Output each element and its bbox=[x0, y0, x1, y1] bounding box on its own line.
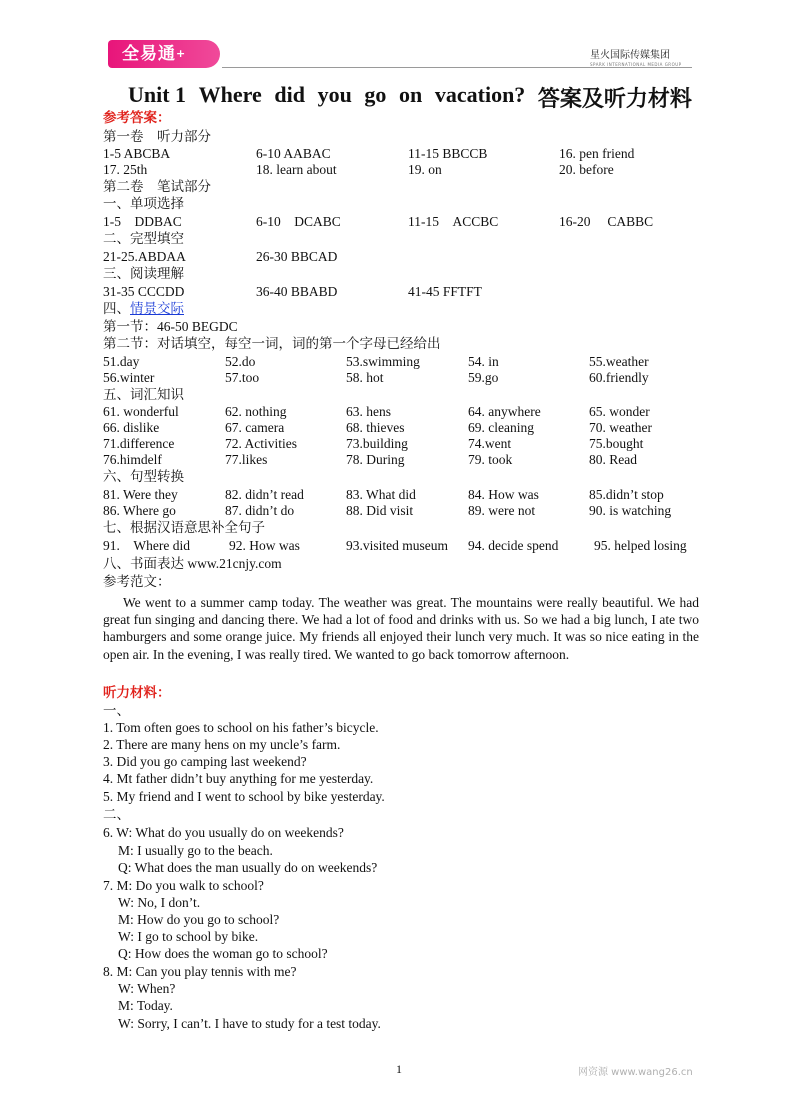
answer-text: 第二节：对话填空，每空一词，词的第一个字母已经给出 bbox=[103, 336, 441, 351]
answers-heading: 参考答案： bbox=[103, 110, 171, 125]
answer-text: 85.didn’t stop bbox=[589, 487, 664, 502]
answer-text: 83. What did bbox=[346, 487, 416, 502]
answer-cell bbox=[103, 370, 154, 386]
header-rule bbox=[222, 67, 692, 68]
answer-text: 59.go bbox=[468, 370, 499, 385]
answer-text: 64. anywhere bbox=[468, 404, 541, 419]
answer-cell bbox=[346, 487, 416, 503]
listening-heading: 听力材料： bbox=[103, 685, 171, 700]
answer-cell bbox=[346, 538, 448, 554]
answer-text: 6-10 DCABC bbox=[256, 214, 341, 229]
answer-cell bbox=[225, 404, 287, 420]
publisher-en: SPARK INTERNATIONAL MEDIA GROUP bbox=[590, 62, 682, 67]
answer-cell bbox=[468, 487, 539, 503]
answer-cell bbox=[256, 146, 331, 162]
answer-text: 41-45 FFTFT bbox=[408, 284, 482, 299]
answer-cell bbox=[103, 556, 282, 572]
answer-text: 二、完型填空 bbox=[103, 231, 184, 246]
answer-text: 52.do bbox=[225, 354, 256, 369]
listening-line: 2. There are many hens on my uncle’s farm. bbox=[103, 737, 341, 752]
answer-cell bbox=[225, 436, 297, 452]
answer-text: 第一卷 听力部分 bbox=[103, 129, 211, 144]
listening-line: W: I go to school by bike. bbox=[118, 929, 259, 944]
answer-cell bbox=[229, 538, 300, 554]
answer-cell bbox=[103, 503, 176, 519]
answer-cell bbox=[346, 404, 391, 420]
answer-cell bbox=[103, 146, 170, 162]
listening-line: 5. My friend and I went to school by bike yesterday. bbox=[103, 789, 385, 804]
answer-cell bbox=[408, 146, 487, 162]
answer-cell bbox=[225, 452, 267, 468]
answer-text: 三、阅读理解 bbox=[103, 266, 184, 281]
answer-cell bbox=[468, 354, 499, 370]
answer-text: 第二卷 笔试部分 bbox=[103, 179, 211, 194]
listening-line: W: When? bbox=[118, 981, 176, 996]
answer-text: 71.difference bbox=[103, 436, 175, 451]
answer-cell bbox=[103, 387, 184, 403]
answer-cell bbox=[103, 284, 184, 300]
brand-logo bbox=[108, 40, 220, 68]
answer-text: 1-5 DDBAC bbox=[103, 214, 182, 229]
answer-text: 58. hot bbox=[346, 370, 384, 385]
answer-cell bbox=[256, 214, 341, 230]
answer-text: 70. weather bbox=[589, 420, 652, 435]
answer-text: 第一节：46-50 BEGDC bbox=[103, 319, 238, 334]
answer-text: 77.likes bbox=[225, 452, 268, 467]
answer-text: 6-10 AABAC bbox=[256, 146, 331, 161]
answer-cell bbox=[468, 503, 535, 519]
sample-essay: We went to a summer camp today. The weather was great. The mountains were really beautiful. We had great fun singing and dancing there. We had a lot of food and drinks with us. So we had a big lunch, I ate two hamburgers and some orange juice. My friends all enjoyed their lunch very much. It was so nice eating in the open air. In the evening, I was really tired. We wanted to go back tomorrow afternoon. bbox=[103, 595, 699, 662]
answer-text: 56.winter bbox=[103, 370, 155, 385]
answer-cell bbox=[225, 503, 294, 519]
answer-text: 17. 25th bbox=[103, 162, 148, 177]
listening-line: W: No, I don’t. bbox=[118, 895, 201, 910]
answer-cell bbox=[103, 574, 171, 590]
answer-cell bbox=[225, 487, 304, 503]
page-number: 1 bbox=[396, 1062, 402, 1076]
answer-cell bbox=[256, 162, 337, 178]
answer-cell bbox=[589, 420, 652, 436]
answer-text: 93.visited museum bbox=[346, 538, 448, 553]
listening-line: 3. Did you go camping last weekend? bbox=[103, 754, 307, 769]
answer-text: 四、 bbox=[103, 301, 130, 316]
answer-cell bbox=[408, 162, 442, 178]
publisher-cn: 星火国际传媒集团 bbox=[590, 50, 670, 61]
answer-text: 66. dislike bbox=[103, 420, 160, 435]
answer-text: 78. During bbox=[346, 452, 405, 467]
answer-text: 31-35 CCCDD bbox=[103, 284, 185, 299]
watermark: 网资源 www.wang26.cn bbox=[578, 1067, 693, 1078]
answer-cell bbox=[103, 420, 159, 436]
answer-text: 74.went bbox=[468, 436, 512, 451]
answer-text: 80. Read bbox=[589, 452, 637, 467]
listening-line: M: How do you go to school? bbox=[118, 912, 280, 927]
answer-text: 67. camera bbox=[225, 420, 285, 435]
answer-cell bbox=[589, 354, 649, 370]
answer-text: 18. learn about bbox=[256, 162, 337, 177]
answer-cell bbox=[103, 214, 182, 230]
answer-text: 88. Did visit bbox=[346, 503, 414, 518]
listening-line: M: I usually go to the beach. bbox=[118, 843, 273, 858]
answer-cell bbox=[346, 436, 408, 452]
answer-text: 20. before bbox=[559, 162, 614, 177]
answer-text: 72. Activities bbox=[225, 436, 297, 451]
answer-text: 91. Where did bbox=[103, 538, 190, 553]
answer-text: 一、单项选择 bbox=[103, 196, 184, 211]
answer-text: 81. Were they bbox=[103, 487, 178, 502]
answer-text: 57.too bbox=[225, 370, 260, 385]
answer-text: 54. in bbox=[468, 354, 499, 369]
answer-cell bbox=[103, 538, 190, 554]
answer-cell bbox=[408, 284, 482, 300]
listening-line: 8. M: Can you play tennis with me? bbox=[103, 964, 297, 979]
answer-text: 75.bought bbox=[589, 436, 644, 451]
answer-text: 六、句型转换 bbox=[103, 469, 184, 484]
answer-cell bbox=[468, 420, 534, 436]
answer-cell bbox=[103, 319, 238, 335]
title-word: go bbox=[364, 82, 387, 107]
answer-text: 63. hens bbox=[346, 404, 391, 419]
answer-cell bbox=[103, 452, 162, 468]
listening-line: 4. Mt father didn’t buy anything for me yesterday. bbox=[103, 771, 374, 786]
answer-text: 七、根据汉语意思补全句子 bbox=[103, 520, 265, 535]
answer-cell bbox=[346, 503, 413, 519]
answer-text: 53.swimming bbox=[346, 354, 420, 369]
answer-cell bbox=[468, 404, 541, 420]
answer-cell bbox=[589, 370, 649, 386]
answer-text: 86. Where go bbox=[103, 503, 176, 518]
answer-text: 89. were not bbox=[468, 503, 536, 518]
listening-line: 1. Tom often goes to school on his father’s bicycle. bbox=[103, 720, 379, 735]
listening-line: Q: What does the man usually do on weekends? bbox=[118, 860, 378, 875]
answer-cell bbox=[103, 231, 184, 247]
answer-cell bbox=[256, 249, 337, 265]
answer-cell bbox=[468, 538, 558, 554]
logo-plus: + bbox=[176, 47, 187, 60]
answer-cell bbox=[103, 179, 211, 195]
answer-text: 90. is watching bbox=[589, 503, 672, 518]
answer-cell bbox=[103, 487, 178, 503]
answer-cell bbox=[589, 404, 650, 420]
answer-text: 21-25.ABDAA bbox=[103, 249, 186, 264]
answer-cell bbox=[589, 487, 664, 503]
answer-cell bbox=[103, 404, 179, 420]
title-word: did bbox=[274, 82, 305, 107]
answer-cell bbox=[346, 420, 405, 436]
listening-line: M: Today. bbox=[118, 998, 173, 1013]
answer-cell bbox=[225, 370, 259, 386]
answer-text: 16. pen friend bbox=[559, 146, 635, 161]
section-link[interactable]: 情景交际 bbox=[130, 301, 184, 316]
answer-text: 1-5 ABCBA bbox=[103, 146, 171, 161]
title-word: Unit 1 bbox=[128, 82, 187, 107]
answer-cell bbox=[103, 520, 265, 536]
answer-text: 26-30 BBCAD bbox=[256, 249, 338, 264]
answer-text: 51.day bbox=[103, 354, 140, 369]
answer-cell bbox=[589, 503, 671, 519]
answer-text: 76.himdelf bbox=[103, 452, 162, 467]
listening-line: Q: How does the woman go to school? bbox=[118, 946, 328, 961]
answer-cell bbox=[103, 266, 184, 282]
answer-cell bbox=[103, 162, 147, 178]
answer-cell bbox=[559, 162, 614, 178]
answer-text: 11-15 BBCCB bbox=[408, 146, 488, 161]
answer-text: 五、词汇知识 bbox=[103, 387, 184, 402]
answer-text: 55.weather bbox=[589, 354, 649, 369]
listening-line: 一、 bbox=[103, 703, 130, 718]
answer-cell bbox=[256, 284, 337, 300]
answer-text: 16-20 CABBC bbox=[559, 214, 654, 229]
answer-text: 19. on bbox=[408, 162, 442, 177]
answer-cell bbox=[225, 354, 255, 370]
answer-text: 73.building bbox=[346, 436, 408, 451]
answer-cell bbox=[103, 354, 139, 370]
title-word: Where bbox=[198, 82, 262, 107]
answer-text: 94. decide spend bbox=[468, 538, 559, 553]
answer-cell bbox=[589, 452, 637, 468]
answer-cell bbox=[103, 336, 441, 352]
answer-cell bbox=[103, 436, 174, 452]
logo-text: 全易通 bbox=[122, 44, 176, 64]
publisher-name bbox=[590, 46, 682, 67]
answer-cell bbox=[468, 436, 511, 452]
title-word: you bbox=[317, 82, 352, 107]
answer-cell bbox=[103, 249, 186, 265]
answer-text: 84. How was bbox=[468, 487, 539, 502]
answer-cell bbox=[346, 370, 384, 386]
answer-text: 68. thieves bbox=[346, 420, 405, 435]
title-word: 答案及听力材料 bbox=[537, 86, 692, 111]
answer-text: 79. took bbox=[468, 452, 513, 467]
answer-text: 11-15 ACCBC bbox=[408, 214, 499, 229]
document-title bbox=[128, 82, 692, 113]
answer-cell bbox=[346, 354, 420, 370]
answer-cell bbox=[468, 370, 498, 386]
answer-cell bbox=[103, 196, 184, 212]
answer-text: 36-40 BBABD bbox=[256, 284, 338, 299]
listening-line: 6. W: What do you usually do on weekends? bbox=[103, 825, 344, 840]
answer-cell bbox=[559, 146, 634, 162]
answer-text: 参考范文： bbox=[103, 574, 171, 589]
answer-text: 60.friendly bbox=[589, 370, 649, 385]
answer-text: 65. wonder bbox=[589, 404, 650, 419]
answer-cell bbox=[559, 214, 653, 230]
answer-text: 69. cleaning bbox=[468, 420, 534, 435]
listening-line: W: Sorry, I can’t. I have to study for a test today. bbox=[118, 1016, 381, 1031]
answer-text: 61. wonderful bbox=[103, 404, 179, 419]
answer-cell bbox=[594, 538, 687, 554]
answer-text: 八、书面表达 www.21cnjy.com bbox=[103, 556, 282, 571]
answer-text: 95. helped losing bbox=[594, 538, 687, 553]
title-word: vacation? bbox=[434, 82, 526, 107]
answer-cell bbox=[346, 452, 405, 468]
answer-text: 82. didn’t read bbox=[225, 487, 304, 502]
listening-line: 7. M: Do you walk to school? bbox=[103, 878, 264, 893]
answer-cell bbox=[468, 452, 512, 468]
title-word: on bbox=[399, 82, 423, 107]
listening-line: 二、 bbox=[103, 807, 130, 822]
answer-cell bbox=[225, 420, 284, 436]
answer-text: 87. didn’t do bbox=[225, 503, 295, 518]
answer-cell bbox=[408, 214, 498, 230]
answer-cell bbox=[103, 301, 184, 317]
answer-cell bbox=[103, 129, 211, 145]
answer-cell bbox=[589, 436, 643, 452]
answer-text: 92. How was bbox=[229, 538, 300, 553]
answer-cell bbox=[103, 469, 184, 485]
answer-text: 62. nothing bbox=[225, 404, 287, 419]
